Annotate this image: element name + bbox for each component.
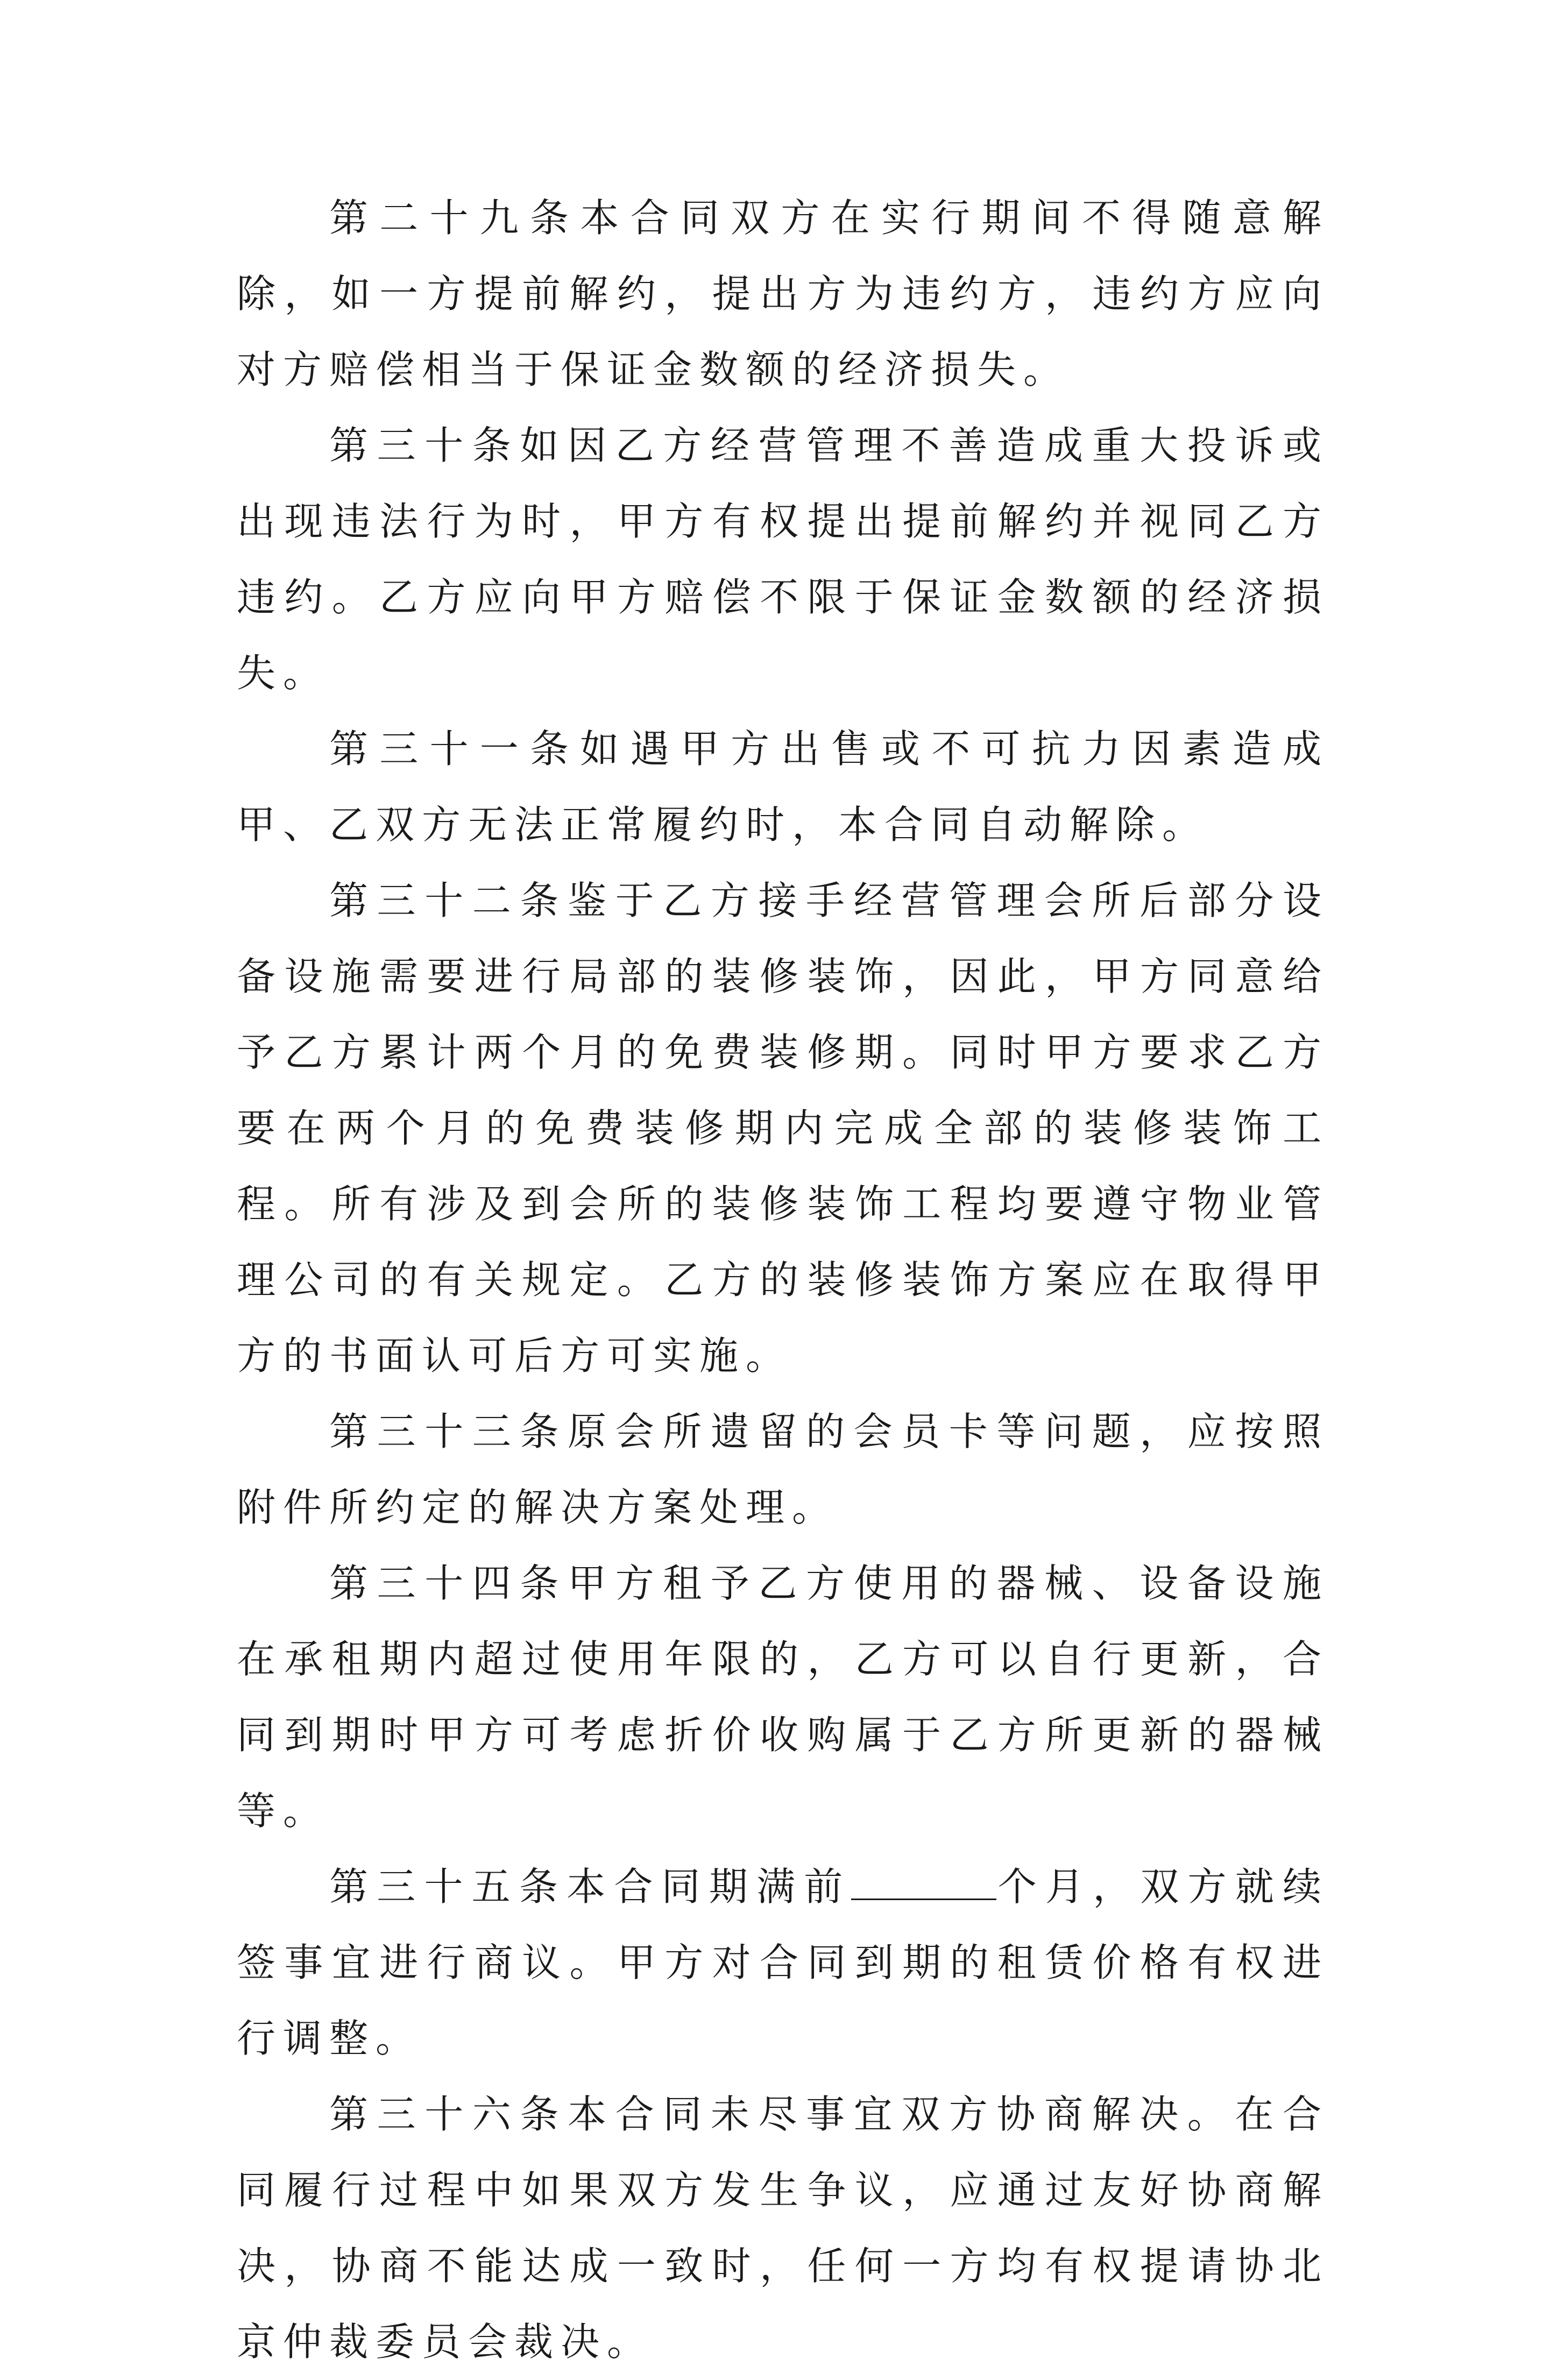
article-34: 第三十四条甲方租予乙方使用的器械、设备设施在承租期内超过使用年限的，乙方可以自行更新，合同到期时甲方可考虑折价收购属于乙方所更新的器械等。 <box>237 1561 1329 1833</box>
article-32: 第三十二条鉴于乙方接手经营管理会所后部分设备设施需要进行局部的装修装饰，因此，甲方同意给予乙方累计两个月的免费装修期。同时甲方要求乙方要在两个月的免费装修期内完成全部的装修装饰工程。所有涉及到会所的装修装饰工程均要遵守物业管理公司的有关规定。乙方的装修装饰方案应在取得甲方的书面认可后方可实施。 <box>237 878 1329 1378</box>
article-30: 第三十条如因乙方经营管理不善造成重大投诉或出现违法行为时，甲方有权提出提前解约并视同乙方违约。乙方应向甲方赔偿不限于保证金数额的经济损失。 <box>237 423 1329 696</box>
article-33: 第三十三条原会所遗留的会员卡等问题，应按照附件所约定的解决方案处理。 <box>237 1409 1329 1530</box>
article-35 <box>237 1849 1329 2077</box>
article-36: 第三十六条本合同未尽事宜双方协商解决。在合同履行过程中如果双方发生争议，应通过友好协商解决，协商不能达成一致时，任何一方均有权提请协北京仲裁委员会裁决。 <box>237 2092 1329 2364</box>
contract-body <box>237 180 1329 2380</box>
article-31: 第三十一条如遇甲方出售或不可抗力因素造成甲、乙双方无法正常履约时，本合同自动解除。 <box>237 726 1329 847</box>
article-35-after: 个月，双方就续签事宜进行商议。甲方对合同到期的租赁价格有权进行调整。 <box>237 1864 1329 2061</box>
fill-in-blank <box>851 1866 996 1900</box>
article-35-before: 第三十五条本合同期满前 <box>329 1864 852 1909</box>
article-29: 第二十九条本合同双方在实行期间不得随意解除，如一方提前解约，提出方为违约方，违约方应向对方赔偿相当于保证金数额的经济损失。 <box>237 195 1329 392</box>
